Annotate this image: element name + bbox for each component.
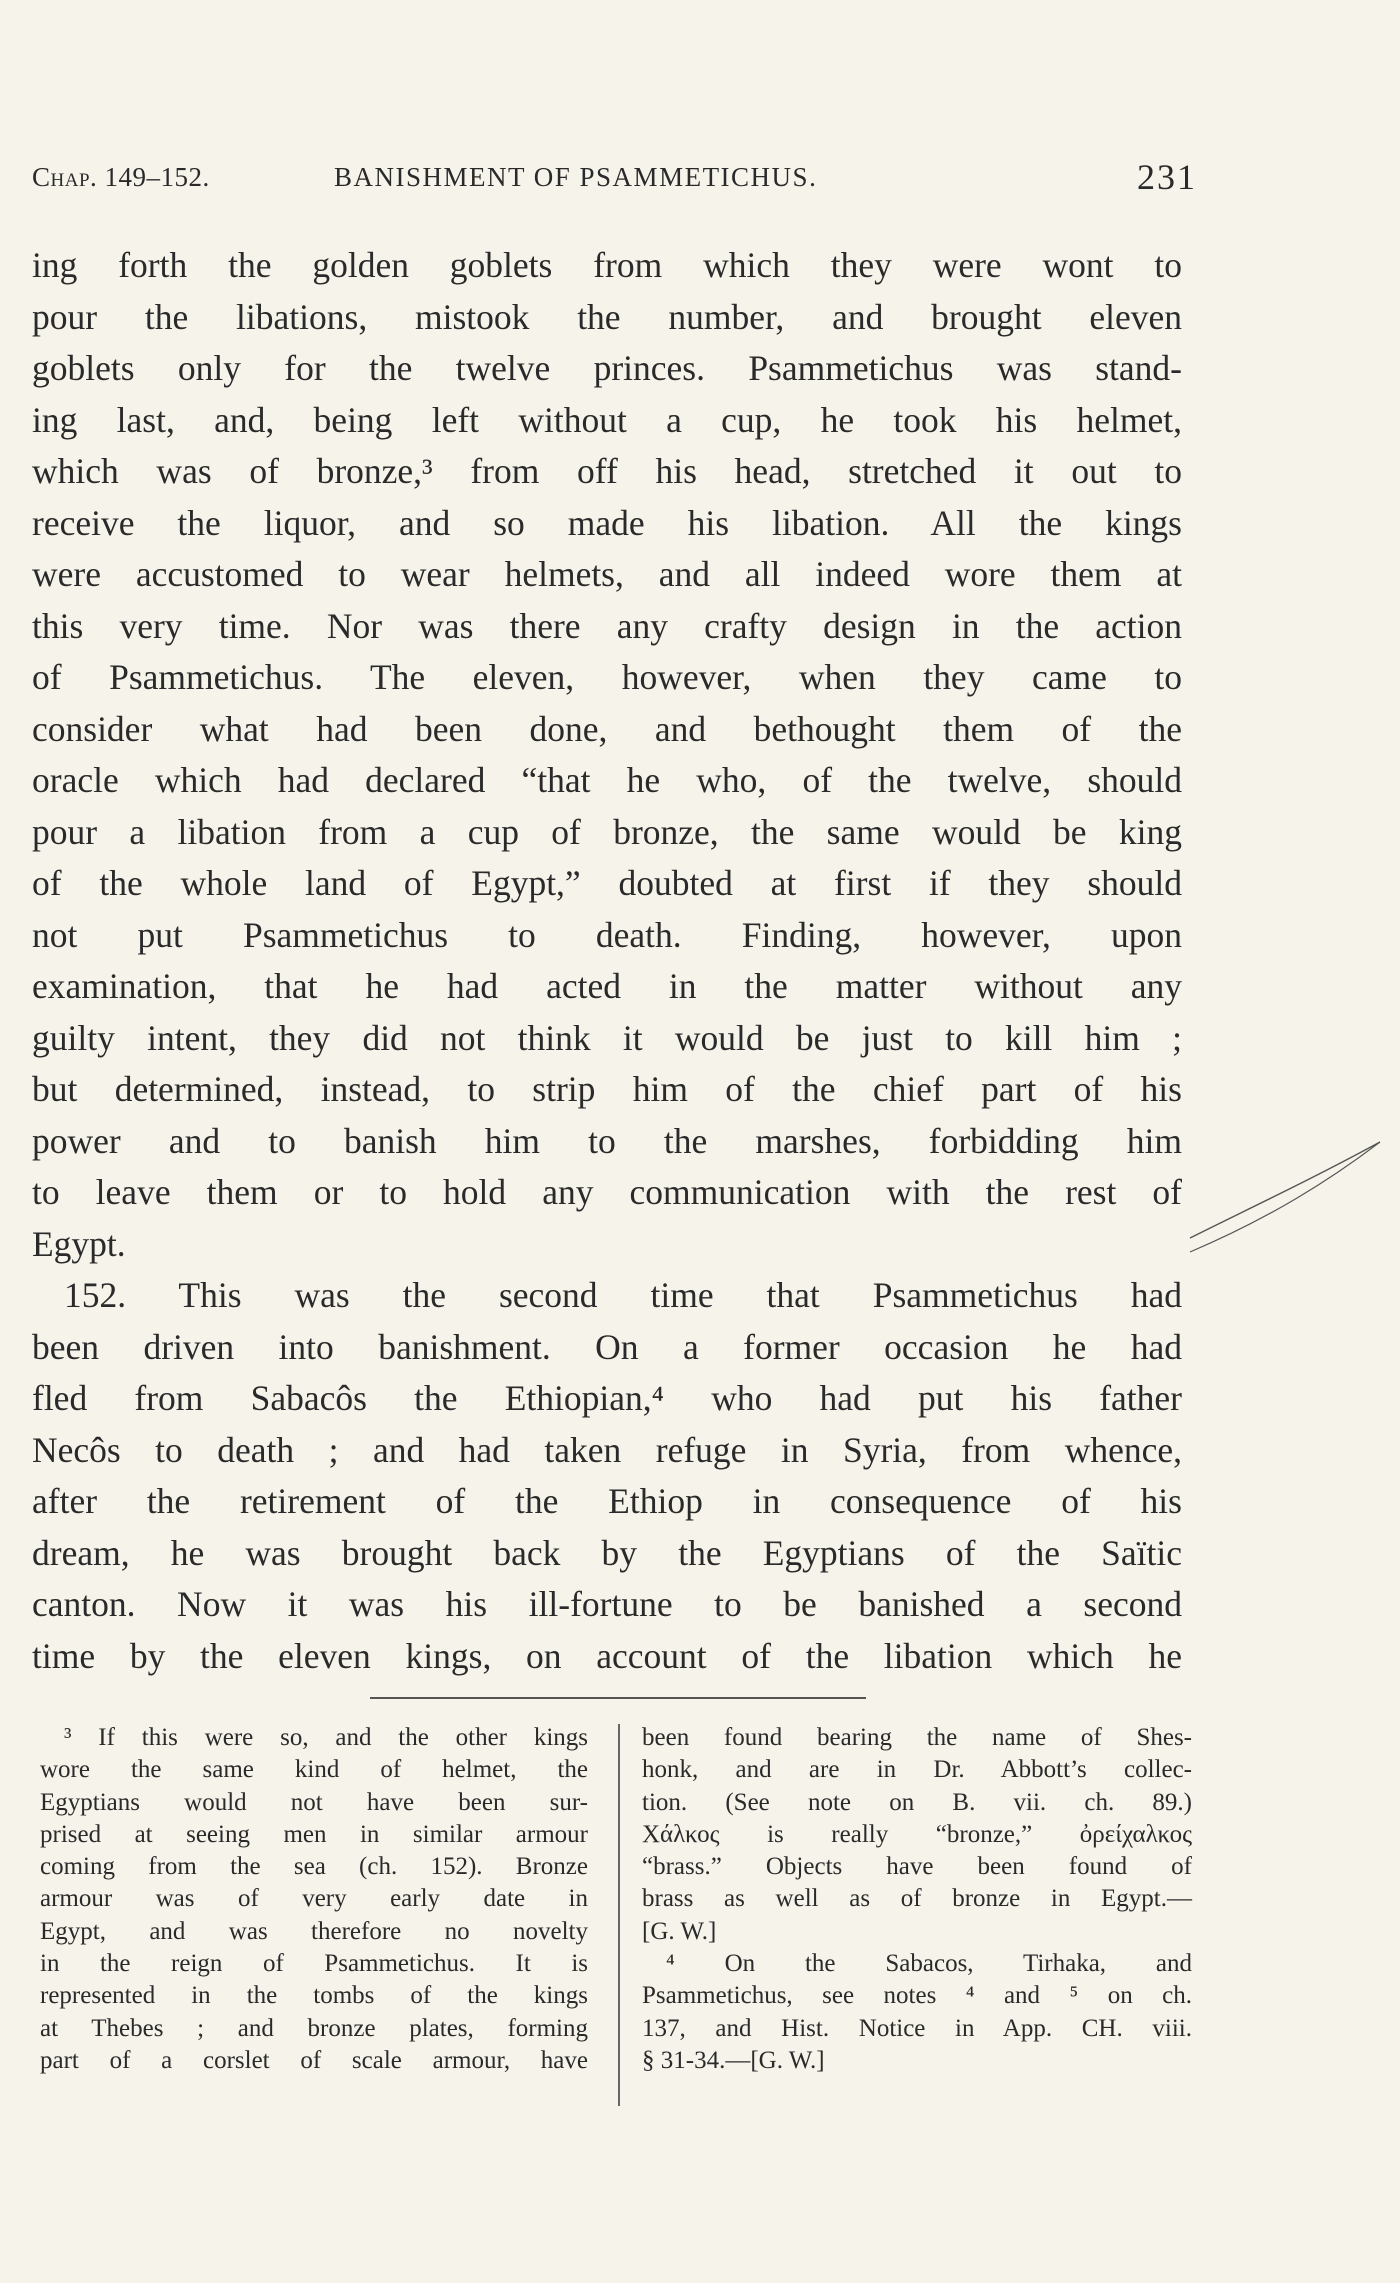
footnote-column-right bbox=[642, 1722, 1192, 2077]
text-line: canton. Now it was his ill-fortune to be banished a second bbox=[32, 1584, 1182, 1624]
text-line: of Psammetichus. The eleven, however, when they came to bbox=[32, 657, 1182, 697]
text-line: guilty intent, they did not think it would be just to kill him ; bbox=[32, 1017, 1182, 1058]
text-line: consider what had been done, and bethought them of the bbox=[32, 708, 1182, 749]
footnote-separator bbox=[370, 1697, 866, 1699]
footnote-line: Egypt, and was therefore no novelty bbox=[40, 1917, 588, 1945]
footnote-line: ³ If this were so, and the other kings bbox=[64, 1724, 588, 1751]
footnote-line: armour was of very early date in bbox=[40, 1885, 588, 1913]
text-line: which was of bronze,³ from off his head, stretched it out to bbox=[32, 451, 1182, 491]
text-line: receive the liquor, and so made his libation. All the kings bbox=[32, 502, 1182, 543]
page-number: 231 bbox=[1137, 157, 1197, 197]
footnote-line: in the reign of Psammetichus. It is bbox=[40, 1950, 588, 1978]
footnote-line: Χάλκος is really “bronze,” ὀρείχαλκος bbox=[642, 1820, 1192, 1848]
footnote-line: honk, and are in Dr. Abbott’s collec- bbox=[642, 1756, 1192, 1784]
text-line: of the whole land of Egypt,” doubted at first if they should bbox=[32, 863, 1182, 903]
footnote-line: § 31-34.—[G. W.] bbox=[642, 2046, 825, 2074]
footnote-line: Egyptians would not have been sur- bbox=[40, 1788, 588, 1816]
text-line: Egypt. bbox=[32, 1223, 126, 1264]
text-line: but determined, instead, to strip him of the chief part of his bbox=[32, 1069, 1182, 1109]
footnote-line: Psammetichus, see notes ⁴ and ⁵ on ch. bbox=[642, 1982, 1192, 2010]
footnote-line: tion. (See note on B. vii. ch. 89.) bbox=[642, 1788, 1192, 1816]
text-line: power and to banish him to the marshes, forbidding him bbox=[32, 1120, 1182, 1161]
text-line: pour a libation from a cup of bronze, the same would be king bbox=[32, 811, 1182, 852]
footnote-line: [G. W.] bbox=[642, 1917, 717, 1945]
column-divider bbox=[618, 1724, 620, 2106]
text-line: been driven into banishment. On a former occasion he had bbox=[32, 1326, 1182, 1367]
text-line: oracle which had declared “that he who, of the twelve, should bbox=[32, 760, 1182, 800]
text-line: pour the libations, mistook the number, and brought eleven bbox=[32, 296, 1182, 337]
footnote-line: prised at seeing men in similar armour bbox=[40, 1820, 588, 1848]
text-line: after the retirement of the Ethiop in consequence of his bbox=[32, 1481, 1182, 1521]
chapter-reference: Chap. 149–152. bbox=[32, 162, 210, 192]
section-start-line: 152. This was the second time that Psammetichus had bbox=[64, 1275, 1182, 1315]
footnote-line: brass as well as of bronze in Egypt.— bbox=[642, 1885, 1192, 1913]
footnote-line: at Thebes ; and bronze plates, forming bbox=[40, 2014, 588, 2042]
text-line: not put Psammetichus to death. Finding, however, upon bbox=[32, 914, 1182, 955]
footnote-line: been found bearing the name of Shes- bbox=[642, 1724, 1192, 1751]
text-line: time by the eleven kings, on account of the libation which he bbox=[32, 1635, 1182, 1676]
footnote-line: coming from the sea (ch. 152). Bronze bbox=[40, 1853, 588, 1881]
text-line: examination, that he had acted in the matter without any bbox=[32, 966, 1182, 1006]
footnote-line: “brass.” Objects have been found of bbox=[642, 1853, 1192, 1881]
running-head bbox=[32, 158, 1197, 198]
main-text bbox=[32, 240, 1182, 1682]
text-line: goblets only for the twelve princes. Psammetichus was stand- bbox=[32, 348, 1182, 388]
text-line: fled from Sabacôs the Ethiopian,⁴ who had put his father bbox=[32, 1378, 1182, 1418]
text-line: were accustomed to wear helmets, and all indeed wore them at bbox=[32, 554, 1182, 594]
pencil-mark-icon bbox=[1180, 1120, 1400, 1270]
footnote-line: represented in the tombs of the kings bbox=[40, 1982, 588, 2010]
footnote-column-left bbox=[40, 1722, 588, 2077]
footnote-line: 137, and Hist. Notice in App. CH. viii. bbox=[642, 2014, 1192, 2042]
footnote-line: part of a corslet of scale armour, have bbox=[40, 2046, 588, 2074]
running-title: BANISHMENT OF PSAMMETICHUS. bbox=[334, 162, 818, 192]
text-line: to leave them or to hold any communication with the rest of bbox=[32, 1172, 1182, 1212]
footnote-line: wore the same kind of helmet, the bbox=[40, 1756, 588, 1784]
text-line: Necôs to death ; and had taken refuge in Syria, from whence, bbox=[32, 1429, 1182, 1470]
text-line: ing forth the golden goblets from which they were wont to bbox=[32, 245, 1182, 285]
text-line: ing last, and, being left without a cup, he took his helmet, bbox=[32, 399, 1182, 440]
text-line: this very time. Nor was there any crafty design in the action bbox=[32, 605, 1182, 646]
text-line: dream, he was brought back by the Egyptians of the Saïtic bbox=[32, 1532, 1182, 1573]
footnote-line: ⁴ On the Sabacos, Tirhaka, and bbox=[666, 1950, 1192, 1978]
